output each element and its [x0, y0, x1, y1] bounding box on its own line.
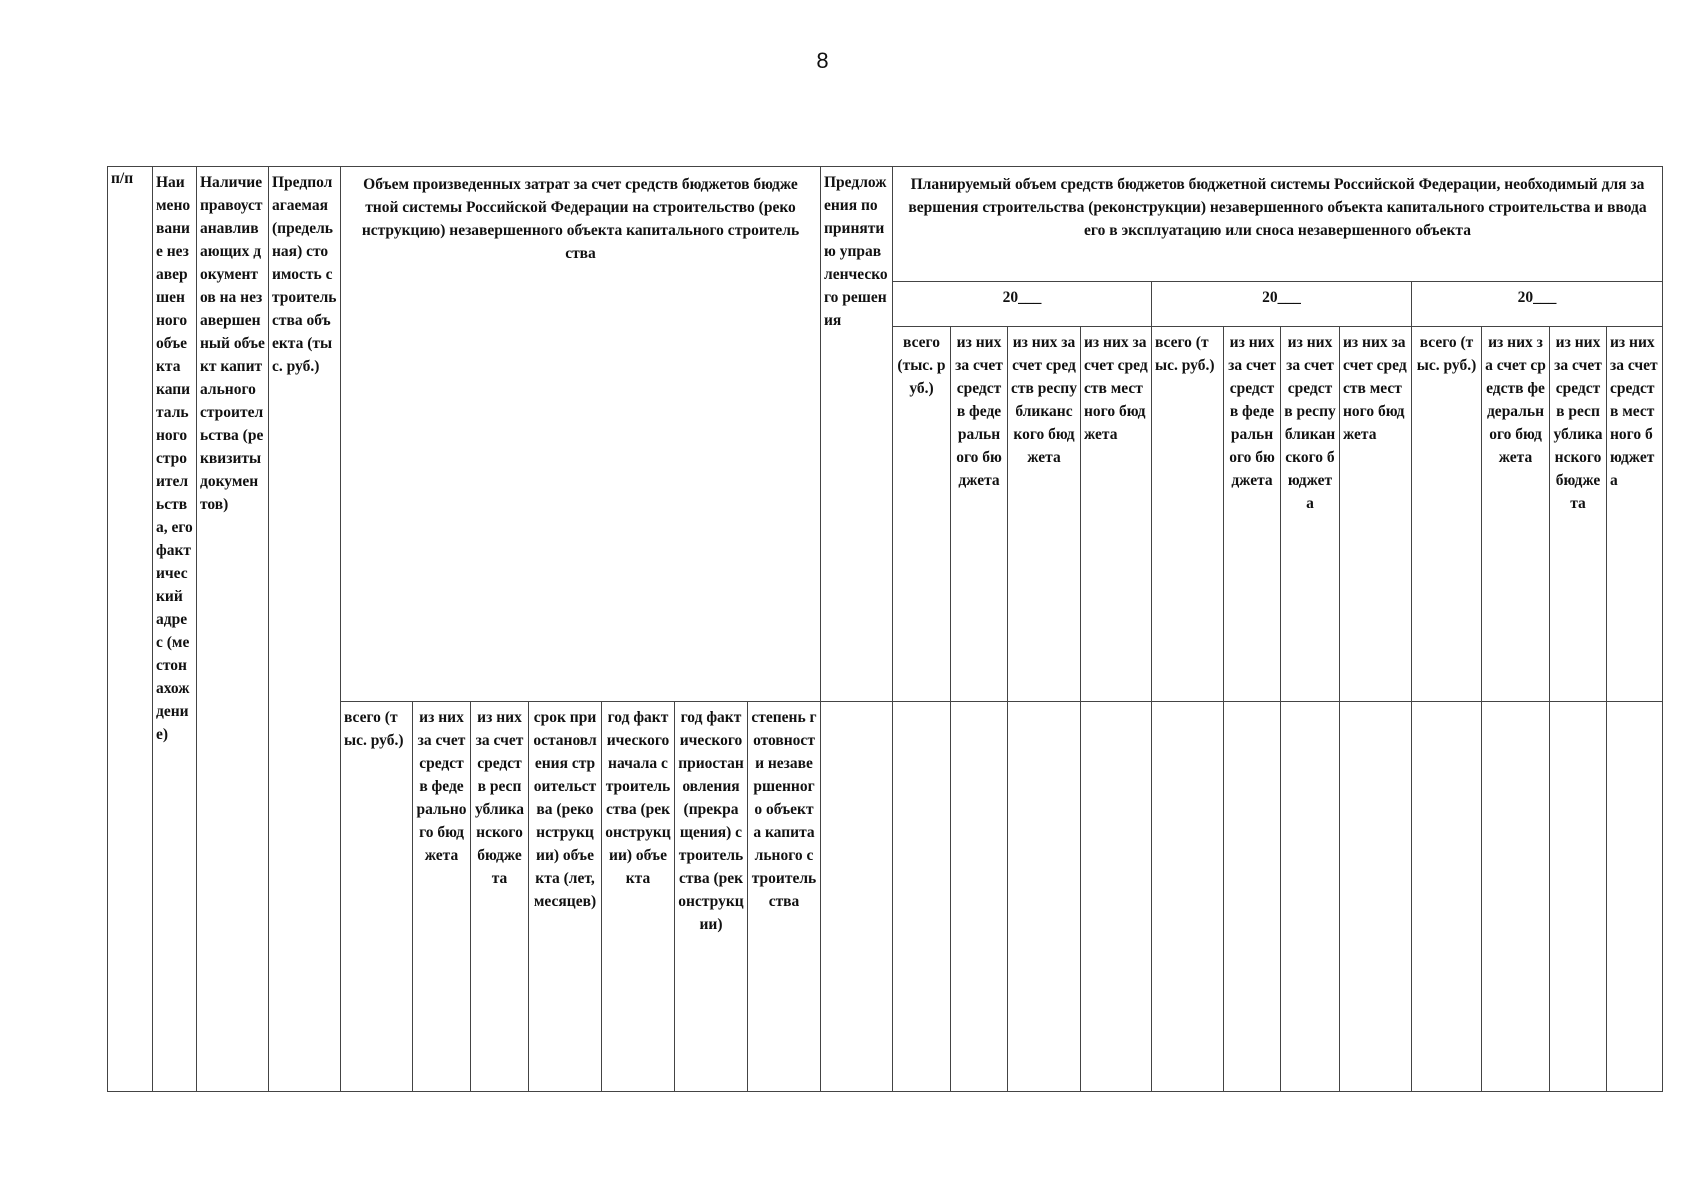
costs-federal-header: из них за счет средств федерального бюджета	[413, 702, 471, 1092]
year1-local-cell	[1081, 702, 1152, 1092]
year-1-label: 20___	[893, 282, 1152, 327]
year2-republic-cell	[1281, 702, 1340, 1092]
year2-republic-header: из них за счет средств республиканского бюджета	[1281, 327, 1340, 702]
start-year-header: год фактического начала строительства (реконструкции) объекта	[602, 702, 675, 1092]
year-2-label: 20___	[1152, 282, 1412, 327]
year1-federal-cell	[951, 702, 1008, 1092]
year1-federal-header: из них за счет средств федерального бюджета	[951, 327, 1008, 702]
group-costs-header: Объем произведенных затрат за счет средств бюджетов бюджетной системы Российской Федерации на строительство (реконструкцию) незавершенного объекта капитального строительства	[341, 167, 821, 702]
year2-federal-header: из них за счет средств федерального бюджета	[1224, 327, 1281, 702]
suspension-period-header: срок приостановления строительства (реконструкции) объекта (лет, месяцев)	[529, 702, 602, 1092]
col-proposals-header: Предложения по принятию управленческого решения	[821, 167, 893, 702]
costs-total-header: всего (тыс. руб.)	[341, 702, 413, 1092]
year3-total-cell	[1412, 702, 1482, 1092]
year3-total-header: всего (тыс. руб.)	[1412, 327, 1482, 702]
year2-total-header: всего (тыс. руб.)	[1152, 327, 1224, 702]
year3-republic-cell	[1550, 702, 1607, 1092]
year2-total-cell	[1152, 702, 1224, 1092]
year3-federal-cell	[1482, 702, 1550, 1092]
year3-republic-header: из них за счет средств республиканского бюджета	[1550, 327, 1607, 702]
page-number: 8	[816, 48, 829, 73]
year3-local-header: из них за счет средств местного бюджета	[1607, 327, 1663, 702]
report-table	[107, 166, 1663, 1092]
year3-federal-header: из них за счет средств федерального бюджета	[1482, 327, 1550, 702]
col-num-header: п/п	[108, 167, 153, 1092]
year1-total-header: всего (тыс. руб.)	[893, 327, 951, 702]
readiness-degree-header: степень готовности незавершенного объекта капитального строительства	[748, 702, 821, 1092]
year2-federal-cell	[1224, 702, 1281, 1092]
year-3-label: 20___	[1412, 282, 1663, 327]
group-planned-header: Планируемый объем средств бюджетов бюджетной системы Российской Федерации, необходимый для завершения строительства (реконструкции) незавершенного объекта капитального строительства и ввода его в эксплуатацию или сноса незавершенного объекта	[893, 167, 1663, 282]
col-docs-header: Наличие правоустанавливающих документов на незавершенный объект капитального строительства (реквизиты документов)	[197, 167, 269, 1092]
costs-republic-header: из них за счет средств республиканского бюджета	[471, 702, 529, 1092]
year1-republic-cell	[1008, 702, 1081, 1092]
year1-local-header: из них за счет средств местного бюджета	[1081, 327, 1152, 702]
year2-local-header: из них за счет средств местного бюджета	[1340, 327, 1412, 702]
proposals-cell	[821, 702, 893, 1092]
year1-republic-header: из них за счет средств республиканского бюджета	[1008, 327, 1081, 702]
suspension-year-header: год фактического приостановления (прекращения) строительства (реконструкции)	[675, 702, 748, 1092]
year2-local-cell	[1340, 702, 1412, 1092]
year1-total-cell	[893, 702, 951, 1092]
year3-local-cell	[1607, 702, 1663, 1092]
col-name-header: Наименование незавершенного объекта капитального строительства, его фактический адрес (местонахождение)	[153, 167, 197, 1092]
col-cost-header: Предполагаемая (предельная) стоимость строительства объекта (тыс. руб.)	[269, 167, 341, 1092]
